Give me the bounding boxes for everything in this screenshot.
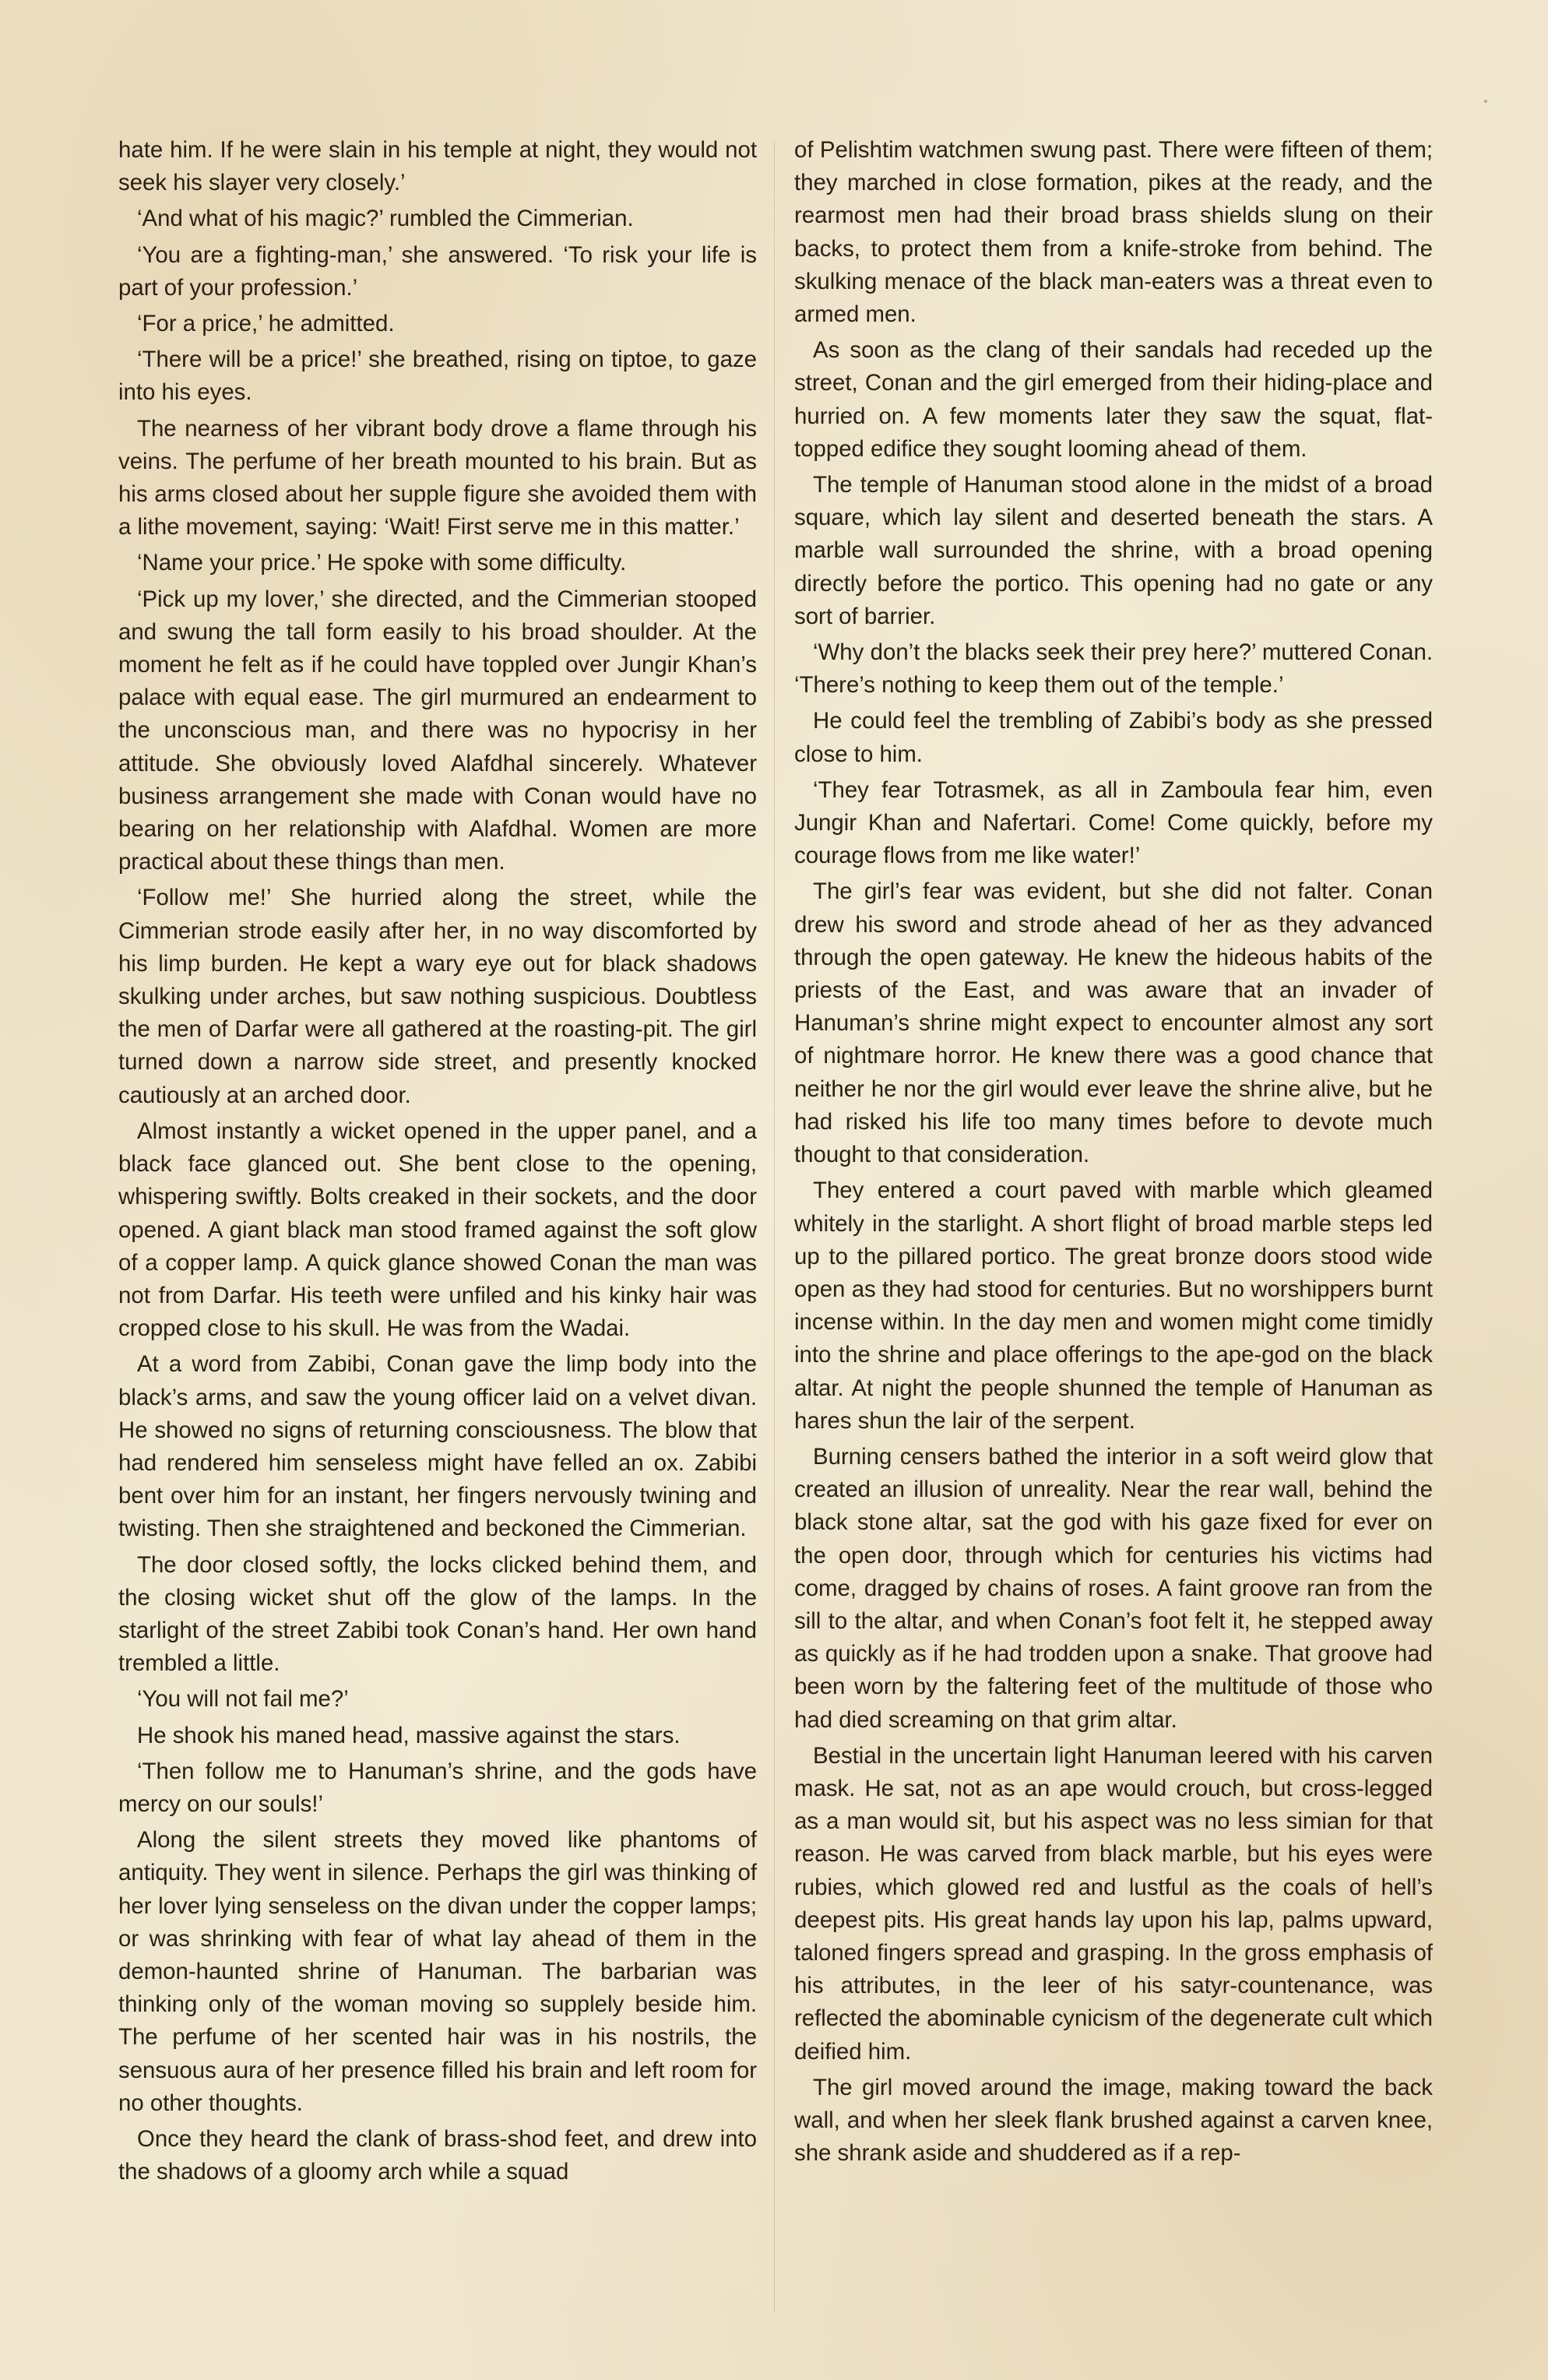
column-divider [774,140,775,2313]
paragraph: ‘Name your price.’ He spoke with some difficulty. [137,550,627,576]
paragraph: hate him. If he were slain in his temple at night, they would not seek his slayer very closely.’ [118,137,757,196]
paragraph: ‘There will be a price!’ she breathed, rising on tiptoe, to gaze into his eyes. [118,347,757,406]
paragraph: of Pelishtim watchmen swung past. There were fifteen of them; they marched in close formation, pikes at the ready, and the rearmost men had their broad brass shields slung on their backs, to protect them from a knife-stroke from behind. The skulking menace of the black man-eaters was a threat even to armed men. [794,137,1433,328]
paragraph: ‘You are a fighting-man,’ she answered. ‘To risk your life is part of your profession.’ [118,241,757,301]
paragraph: ‘For a price,’ he admitted. [137,311,395,337]
paragraph: Once they heard the clank of brass-shod feet, and drew into the shadows of a gloomy arch while a squad [118,2125,757,2185]
paragraph: Almost instantly a wicket opened in the upper panel, and a black face glanced out. She bent close to the opening, whispering swiftly. Bolts creaked in their sockets, and the door opened. A giant black man stood framed against the soft glow of a copper lamp. A quick glance showed Conan the man was not from Darfar. His teeth were unfiled and his kinky hair was cropped close to his skull. He was from the Wadai. [118,1118,757,1342]
paragraph: Burning censers bathed the interior in a soft weird glow that created an illusion of unreality. Near the rear wall, behind the black stone altar, sat the god with his gaze fixed for ever on the open door, through which for centuries his victims had come, dragged by chains of roses. A faint groove ran from the sill to the altar, and when Conan’s foot felt it, he stepped away as quickly as if he had trodden upon a snake. That groove had been worn by the faltering feet of the multitude of those who had died screaming on that grim altar. [794,1443,1433,1733]
paragraph: They entered a court paved with marble which gleamed whitely in the starlight. A short flight of broad marble steps led up to the pillared portico. The great bronze doors stood wide open as they had stood for centuries. But no worshippers burnt incense within. In the day men and women might come timidly into the shrine and place offerings to the ape-god on the black altar. At night the people shunned the temple of Hanuman as hares shun the lair of the serpent. [794,1178,1433,1434]
paragraph: He could feel the trembling of Zabibi’s body as she pressed close to him. [794,708,1433,767]
paragraph: The nearness of her vibrant body drove a flame through his veins. The perfume of her breath mounted to his brain. But as his arms closed about her supple figure she avoided them with a lithe movement, saying: ‘Wait! First serve me in this matter.’ [118,415,757,540]
paper-speck [1484,100,1487,103]
paragraph: The door closed softly, the locks clicked behind them, and the closing wicket shut off the glow of the lamps. In the starlight of the street Zabibi took Conan’s hand. Her own hand trembled a little. [118,1551,757,1677]
paragraph: ‘You will not fail me?’ [137,1686,349,1713]
paragraph: Bestial in the uncertain light Hanuman leered with his carven mask. He sat, not as an ape would crouch, but cross-legged as a man would sit, but his aspect was no less simian for that reason. He was carved from black marble, but his eyes were rubies, which glowed red and lustful as the coals of hell’s deepest pits. His great hands lay upon his lap, palms upward, taloned fingers spread and grasping. In the gross emphasis of his attributes, in the leer of his satyr-countenance, was reflected the abominable cynicism of the degenerate cult which deified him. [794,1742,1433,2065]
paragraph: The temple of Hanuman stood alone in the midst of a broad square, which lay silent and deserted beneath the stars. A marble wall surrounded the shrine, with a broad opening directly before the portico. This opening had no gate or any sort of barrier. [794,472,1433,629]
paragraph: ‘Pick up my lover,’ she directed, and the Cimmerian stooped and swung the tall form easily to his broad shoulder. At the moment he felt as if he could have toppled over Jungir Khan’s palace with equal ease. The girl murmured an endearment to the unconscious man, and there was no hypocrisy in her attitude. She obviously loved Alafdhal sincerely. Whatever business arrangement she made with Conan would have no bearing on her relationship with Alafdhal. Women are more practical about these things than men. [118,586,757,875]
paragraph: ‘And what of his magic?’ rumbled the Cimmerian. [137,206,634,232]
paragraph: ‘They fear Totrasmek, as all in Zamboula fear him, even Jungir Khan and Nafertari. Come! Come quickly, before my courage flows from me like water!’ [794,776,1433,869]
paragraph: At a word from Zabibi, Conan gave the limp body into the black’s arms, and saw the young officer laid on a velvet divan. He showed no signs of returning consciousness. The blow that had rendered him senseless might have felled an ox. Zabibi bent over him for an instant, her fingers nervously twining and twisting. Then she straightened and beckoned the Cimmerian. [118,1351,757,1542]
paragraph: The girl moved around the image, making toward the back wall, and when her sleek flank brushed against a carven knee, she shrank aside and shuddered as if a rep- [794,2074,1433,2167]
paragraph: ‘Then follow me to Hanuman’s shrine, and the gods have mercy on our souls!’ [118,1758,757,1817]
left-text-column [118,134,757,2322]
paragraph: The girl’s fear was evident, but she did not falter. Conan drew his sword and strode ahead of her as they advanced through the open gateway. He knew the hideous habits of the priests of the East, and was aware that an invader of Hanuman’s shrine might expect to encounter almost any sort of nightmare horror. He knew there was a good chance that neither he nor the girl would ever leave the shrine alive, but he had risked his life too many times before to devote much thought to that consideration. [794,878,1433,1168]
paragraph: Along the silent streets they moved like phantoms of antiquity. They went in silence. Perhaps the girl was thinking of her lover lying senseless on the divan under the copper lamps; or was shrinking with fear of what lay ahead of them in the demon-haunted shrine of Hanuman. The barbarian was thinking only of the woman moving so supplely beside him. The perfume of her scented hair was in his nostrils, the sensuous aura of her presence filled his brain and left room for no other thoughts. [118,1827,757,2116]
paragraph: As soon as the clang of their sandals had receded up the street, Conan and the girl emerged from their hiding-place and hurried on. A few moments later they saw the squat, flat-topped edifice they sought looming ahead of them. [794,337,1433,462]
right-text-column [794,134,1433,2322]
paragraph: ‘Follow me!’ She hurried along the street, while the Cimmerian strode easily after her, in no way discomforted by his limp burden. He kept a wary eye out for black shadows skulking under arches, but saw nothing suspicious. Doubtless the men of Darfar were all gathered at the roasting-pit. The girl turned down a narrow side street, and presently knocked cautiously at an arched door. [118,885,757,1108]
paragraph: ‘Why don’t the blacks seek their prey here?’ muttered Conan. ‘There’s nothing to keep them out of the temple.’ [794,639,1433,699]
paragraph: He shook his maned head, massive against the stars. [137,1722,681,1748]
